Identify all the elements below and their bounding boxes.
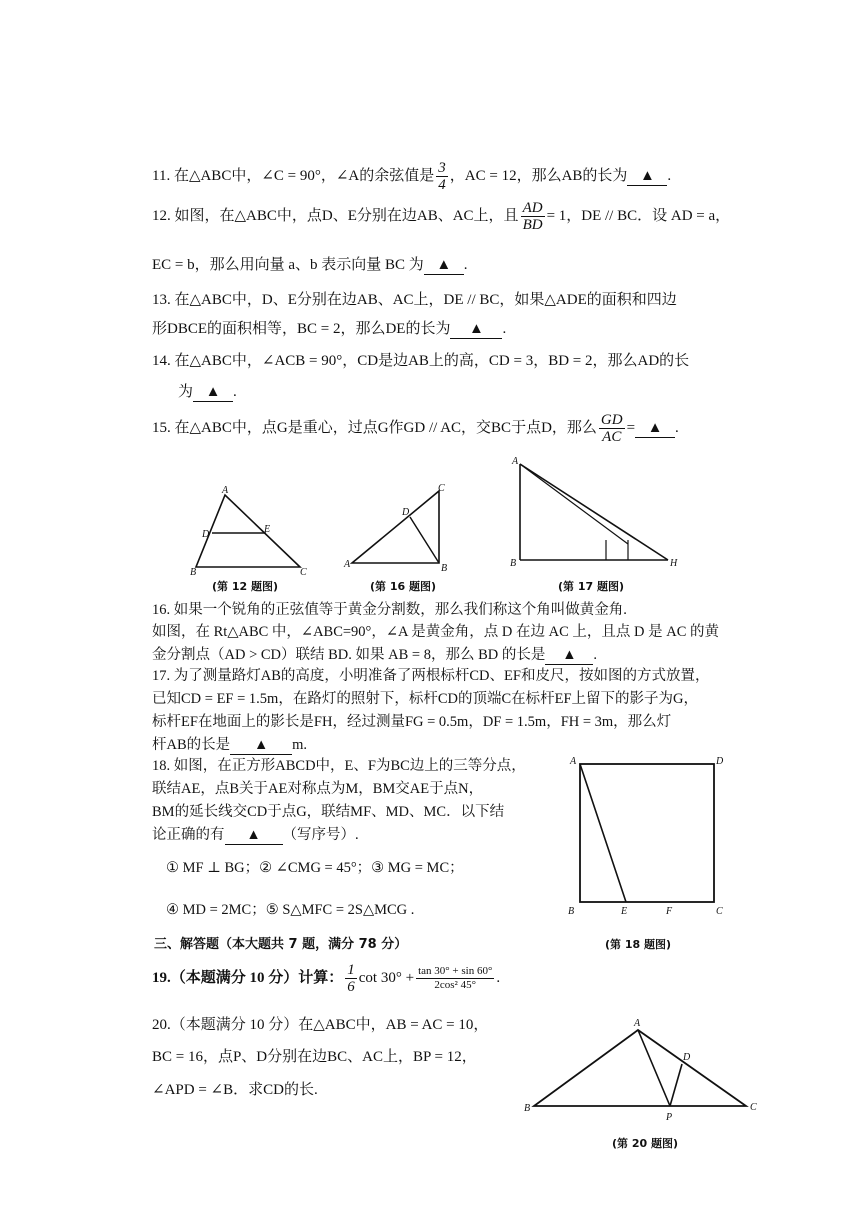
svg-text:B: B: [190, 567, 197, 575]
figure-12: [190, 485, 310, 575]
q20-line2: BC = 16，点P、D分别在边BC、AC上，BP = 12，: [152, 1049, 477, 1065]
q20-line1: 20.（本题满分 10 分）在△ABC中，AB = AC = 10，: [152, 1017, 489, 1033]
svg-text:C: C: [300, 567, 307, 575]
figure-18: [566, 752, 736, 922]
answer-blank: ▲: [225, 827, 283, 845]
svg-text:P: P: [666, 1112, 673, 1123]
q19: 19.（本题满分 10 分）计算： $\frac{1}{6}$ cot 30° + $\frac{\tan 30^\circ + \sin 60^\circ}{\text{2cos² 45°}}$ .: [152, 962, 501, 995]
q18-line4: 论正确的有 ▲ （写序号）.: [152, 827, 359, 843]
q17-line4: 杆AB的长是 ▲ m.: [152, 737, 308, 753]
q13-line2: 形DBCE的面积相等，BC = 2，那么DE的长为 ▲ .: [152, 321, 507, 337]
q18-line2: 联结AE，点B关于AE对称点为M，BM交AE于点N，: [152, 781, 484, 797]
answer-blank: ▲: [424, 257, 464, 275]
q16-line2: 如图，在 Rt△ABC 中，∠ABC=90°，∠A 是黄金角，点 D 在边 AC 上，且点 D 是 AC 的黄: [152, 624, 720, 640]
q15-fraction: $\frac{GD}{AC}$: [600, 412, 623, 445]
q12-line2: EC = b，那么用向量 a、b 表示向量 BC 为 ▲ .: [152, 257, 468, 273]
svg-text:D: D: [716, 756, 724, 767]
svg-text:F: F: [666, 906, 673, 917]
svg-text:A: A: [570, 756, 577, 767]
q14-line1: 14. 在△ABC中，∠ACB = 90°，CD是边AB上的高，CD = 3，BD = 2，那么AD的长: [152, 353, 690, 369]
svg-text:H: H: [670, 558, 678, 569]
svg-text:B: B: [568, 906, 575, 917]
answer-blank: ▲: [635, 420, 675, 438]
q14-line2: 为 ▲ .: [178, 384, 237, 400]
svg-text:C: C: [438, 483, 445, 494]
q18-line3: BM的延长线交CD于点G，联结MF、MD、MC．以下结: [152, 804, 505, 820]
q18-options-1: ① MF ⊥ BG；② ∠CMG = 45°；③ MG = MC；: [166, 860, 464, 876]
answer-blank: ▲: [193, 384, 233, 402]
svg-text:D: D: [683, 1052, 691, 1063]
answer-blank: ▲: [450, 321, 502, 339]
caption-fig20: (第 20 题图): [612, 1137, 679, 1150]
q17-line3: 标杆EF在地面上的影长是FH，经过测量FG = 0.5m，DF = 1.5m，FH = 3m，那么灯: [152, 714, 672, 730]
q19-fraction-1: $\frac{1}{6}$: [347, 962, 355, 995]
svg-text:E: E: [264, 524, 271, 535]
q17-line2: 已知CD = EF = 1.5m，在路灯的照射下，标杆CD的顶端C在标杆EF上留下的影子为G，: [152, 691, 699, 707]
answer-blank: ▲: [545, 647, 593, 665]
svg-text:C: C: [750, 1102, 757, 1113]
svg-text:D: D: [202, 529, 210, 540]
svg-text:B: B: [524, 1103, 531, 1114]
label-A: A: [222, 485, 229, 496]
q19-fraction-2: $\frac{\tan 30^\circ + \sin 60^\circ}{\text{2cos² 45°}}$: [418, 965, 493, 991]
figure-16: [342, 483, 454, 573]
section-heading: 三、解答题（本大题共 7 题，满分 78 分）: [154, 937, 408, 952]
q18-line1: 18. 如图，在正方形ABCD中，E、F为BC边上的三等分点，: [152, 758, 526, 774]
q11: 11. 在△ABC中，∠C = 90°，∠A的余弦值是 $\frac{3}{4}$ ，AC = 12，那么AB的长为 ▲ .: [152, 160, 672, 193]
svg-text:C: C: [716, 906, 723, 917]
q12-fraction: $\frac{AD}{BD}$: [522, 200, 543, 233]
figure-17: [508, 456, 688, 576]
q15: 15. 在△ABC中，点G是重心，过点G作GD // AC，交BC于点D，那么 $\frac{GD}{AC}$ = ▲ .: [152, 412, 679, 445]
svg-text:D: D: [402, 507, 410, 518]
svg-text:A: A: [634, 1018, 641, 1029]
q11-fraction: $\frac{3}{4}$: [438, 160, 446, 193]
q16-line3: 金分割点（AD > CD）联结 BD. 如果 AB = 8，那么 BD 的长是 ▲ .: [152, 647, 597, 663]
svg-text:A: A: [512, 456, 519, 467]
caption-fig17: (第 17 题图): [558, 580, 625, 593]
caption-fig16: (第 16 题图): [370, 580, 437, 593]
svg-text:A: A: [344, 559, 351, 570]
svg-text:B: B: [510, 558, 517, 569]
caption-fig12: (第 12 题图): [212, 580, 279, 593]
q12-line1: 12. 如图，在△ABC中，点D、E分别在边AB、AC上，且 $\frac{AD}{BD}$ = 1，DE // BC．设 AD = a，: [152, 200, 731, 233]
svg-text:B: B: [441, 563, 448, 573]
q13-line1: 13. 在△ABC中，D、E分别在边AB、AC上，DE // BC，如果△ADE的面积和四边: [152, 292, 677, 308]
q18-options-2: ④ MD = 2MC；⑤ S△MFC = 2S△MCG .: [166, 902, 415, 918]
q20-line3: ∠APD = ∠B．求CD的长.: [152, 1082, 318, 1098]
figure-20: [520, 1014, 770, 1124]
answer-blank: ▲: [627, 168, 667, 186]
q17-line1: 17. 为了测量路灯AB的高度，小明准备了两根标杆CD、EF和皮尺，按如图的方式放置，: [152, 668, 710, 684]
answer-blank: ▲: [230, 737, 292, 755]
svg-text:E: E: [621, 906, 628, 917]
caption-fig18: (第 18 题图): [605, 938, 672, 951]
q16-line1: 16. 如果一个锐角的正弦值等于黄金分割数，那么我们称这个角叫做黄金角.: [152, 602, 627, 618]
